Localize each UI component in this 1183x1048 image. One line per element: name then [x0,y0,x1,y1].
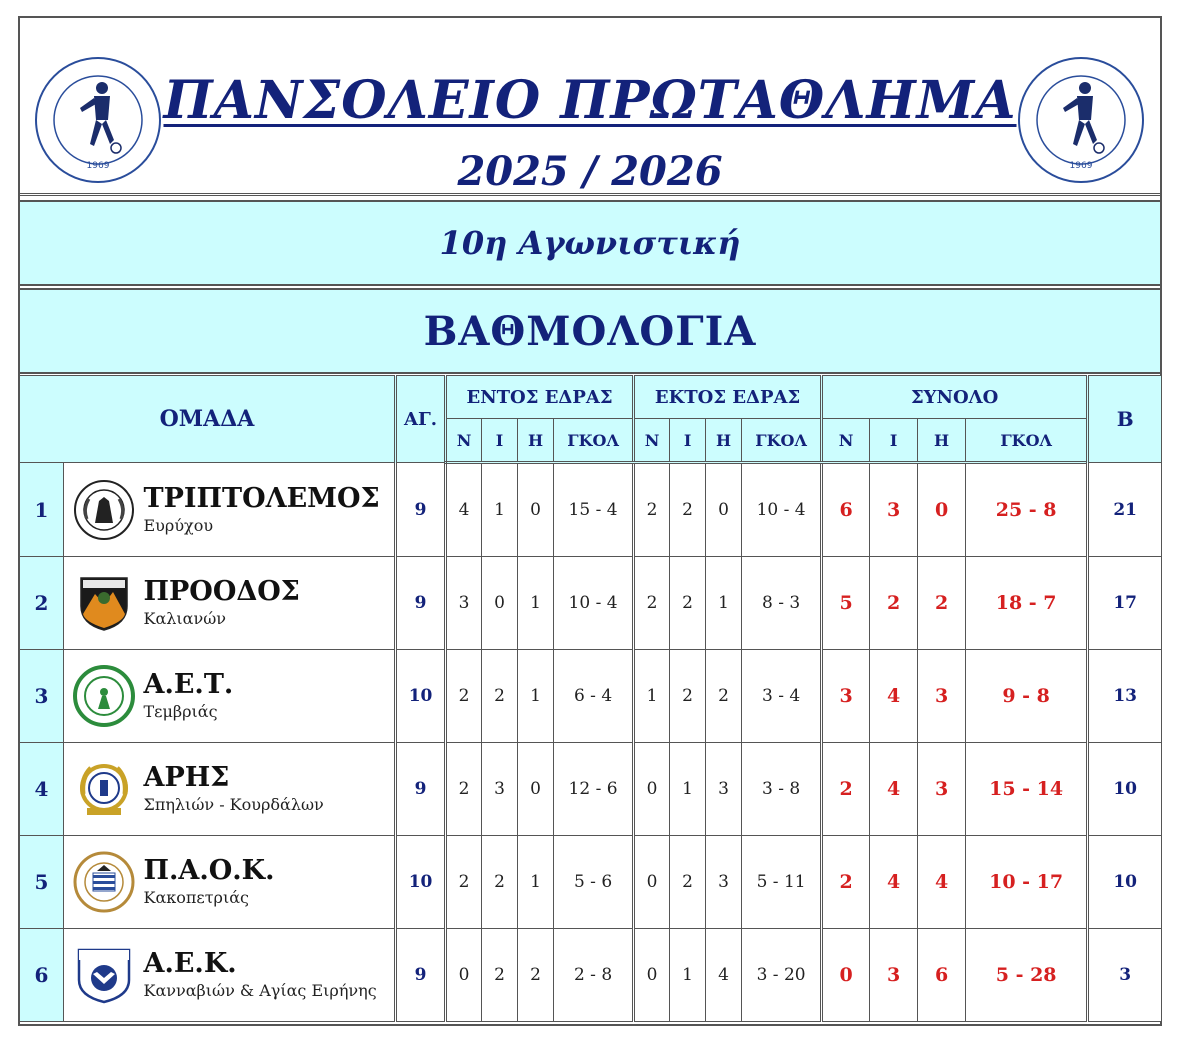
away-stat-cell: 3 - 20 [742,929,822,1022]
home-stat-cell: 4 [446,463,482,557]
header-away-l: Η [706,419,742,463]
season-label: 2025 / 2026 [457,148,723,195]
table-row [20,836,1162,929]
standings-banner [20,288,1160,374]
total-stat-cell: 2 [870,557,918,650]
header-total-goals: ΓΚΟΛ [966,419,1088,463]
team-city: Κακοπετριάς [143,888,249,907]
home-stat-cell: 5 - 6 [554,836,634,929]
header-home-d: Ι [482,419,518,463]
team-cell [144,557,396,650]
total-stat-cell: 2 [918,557,966,650]
away-stat-cell: 2 [670,650,706,743]
total-stat-cell: 5 [822,557,870,650]
table-row [20,463,1162,557]
team-city: Τεμβριάς [143,702,218,721]
header-team: ΟΜΑΔΑ [20,376,396,463]
aek-logo [64,929,144,1022]
away-stat-cell: 1 [670,743,706,836]
table-row [20,743,1162,836]
away-stat-cell: 0 [634,743,670,836]
total-stat-cell: 10 - 17 [966,836,1088,929]
team-cell [144,743,396,836]
home-stat-cell: 12 - 6 [554,743,634,836]
home-stat-cell: 15 - 4 [554,463,634,557]
team-name: ΠΡΟΟΔΟΣ [143,576,300,607]
paok-logo [64,836,144,929]
header-home-w: Ν [446,419,482,463]
away-stat-cell: 2 [670,557,706,650]
position-cell: 2 [20,557,64,650]
games-cell: 9 [396,743,446,836]
header-away-d: Ι [670,419,706,463]
round-banner [20,200,1160,286]
team-name: ΑΡΗΣ [143,762,230,793]
position-cell: 3 [20,650,64,743]
header-points: Β [1088,376,1162,463]
away-stat-cell: 3 [706,743,742,836]
away-stat-cell: 3 - 8 [742,743,822,836]
standings-table [19,375,1162,1022]
position-cell: 1 [20,463,64,557]
total-stat-cell: 2 [822,836,870,929]
away-stat-cell: 0 [634,929,670,1022]
away-stat-cell: 4 [706,929,742,1022]
svg-text:1969: 1969 [1069,161,1093,171]
total-stat-cell: 9 - 8 [966,650,1088,743]
home-stat-cell: 2 [446,650,482,743]
header-away-goals: ΓΚΟΛ [742,419,822,463]
federation-logo-right [1015,54,1147,186]
total-stat-cell: 3 [918,743,966,836]
total-stat-cell: 6 [918,929,966,1022]
total-stat-cell: 3 [870,929,918,1022]
team-cell [144,836,396,929]
away-stat-cell: 1 [670,929,706,1022]
home-stat-cell: 0 [518,463,554,557]
home-stat-cell: 2 - 8 [554,929,634,1022]
away-stat-cell: 5 - 11 [742,836,822,929]
away-stat-cell: 1 [706,557,742,650]
total-stat-cell: 3 [918,650,966,743]
header [20,18,1160,196]
home-stat-cell: 10 - 4 [554,557,634,650]
home-stat-cell: 2 [482,836,518,929]
total-stat-cell: 4 [918,836,966,929]
proodos-logo [64,557,144,650]
points-cell: 10 [1088,743,1162,836]
header-total-w: Ν [822,419,870,463]
svg-text:1969: 1969 [86,161,110,171]
round-label: 10η Αγωνιστική [439,224,741,262]
table-row [20,929,1162,1022]
header-away-w: Ν [634,419,670,463]
home-stat-cell: 2 [446,836,482,929]
header-away: ΕΚΤΟΣ ΕΔΡΑΣ [634,376,822,419]
position-cell: 5 [20,836,64,929]
position-cell: 6 [20,929,64,1022]
points-cell: 21 [1088,463,1162,557]
total-stat-cell: 2 [822,743,870,836]
away-stat-cell: 0 [634,836,670,929]
points-cell: 13 [1088,650,1162,743]
home-stat-cell: 2 [482,929,518,1022]
away-stat-cell: 2 [706,650,742,743]
team-cell [144,650,396,743]
total-stat-cell: 0 [918,463,966,557]
home-stat-cell: 3 [446,557,482,650]
header-total-d: Ι [870,419,918,463]
aris-logo [64,743,144,836]
header-home-goals: ΓΚΟΛ [554,419,634,463]
home-stat-cell: 6 - 4 [554,650,634,743]
team-name: Α.Ε.Κ. [143,948,237,979]
team-name: Α.Ε.Τ. [143,669,234,700]
header-total: ΣΥΝΟΛΟ [822,376,1088,419]
away-stat-cell: 3 [706,836,742,929]
team-name: ΤΡΙΠΤΟΛΕΜΟΣ [143,482,380,514]
total-stat-cell: 6 [822,463,870,557]
points-cell: 3 [1088,929,1162,1022]
team-city: Καλιανών [143,609,226,628]
away-stat-cell: 3 - 4 [742,650,822,743]
total-stat-cell: 4 [870,836,918,929]
header-home: ΕΝΤΟΣ ΕΔΡΑΣ [446,376,634,419]
header-total-l: Η [918,419,966,463]
home-stat-cell: 2 [518,929,554,1022]
home-stat-cell: 2 [482,650,518,743]
home-stat-cell: 1 [482,463,518,557]
total-stat-cell: 3 [822,650,870,743]
home-stat-cell: 1 [518,650,554,743]
position-cell: 4 [20,743,64,836]
total-stat-cell: 25 - 8 [966,463,1088,557]
points-cell: 10 [1088,836,1162,929]
header-home-l: Η [518,419,554,463]
away-stat-cell: 2 [634,463,670,557]
games-cell: 10 [396,836,446,929]
games-cell: 9 [396,463,446,557]
aet-logo [64,650,144,743]
total-stat-cell: 3 [870,463,918,557]
table-row [20,650,1162,743]
total-stat-cell: 4 [870,650,918,743]
games-cell: 9 [396,929,446,1022]
table-row [20,557,1162,650]
home-stat-cell: 0 [482,557,518,650]
home-stat-cell: 0 [518,743,554,836]
standings-title: ΒΑΘΜΟΛΟΓΙΑ [423,307,757,355]
home-stat-cell: 3 [482,743,518,836]
total-stat-cell: 15 - 14 [966,743,1088,836]
page-title: ΠΑΝΣΟΛΕΙΟ ΠΡΩΤΑΘΛΗΜΑ [163,70,1017,131]
away-stat-cell: 1 [634,650,670,743]
total-stat-cell: 5 - 28 [966,929,1088,1022]
team-city: Ευρύχου [143,515,214,535]
away-stat-cell: 2 [634,557,670,650]
team-city: Κανναβιών & Αγίας Ειρήνης [143,981,377,1000]
total-stat-cell: 0 [822,929,870,1022]
away-stat-cell: 2 [670,463,706,557]
total-stat-cell: 18 - 7 [966,557,1088,650]
home-stat-cell: 2 [446,743,482,836]
total-stat-cell: 4 [870,743,918,836]
away-stat-cell: 8 - 3 [742,557,822,650]
games-cell: 9 [396,557,446,650]
team-cell [144,929,396,1022]
team-name: Π.Α.Ο.Κ. [143,855,275,886]
team-city: Σπηλιών - Κουρδάλων [143,795,324,814]
away-stat-cell: 2 [670,836,706,929]
away-stat-cell: 10 - 4 [742,463,822,557]
away-stat-cell: 0 [706,463,742,557]
triptolemos-logo [64,463,144,557]
home-stat-cell: 1 [518,557,554,650]
home-stat-cell: 0 [446,929,482,1022]
team-cell [144,463,396,557]
header-games: ΑΓ. [396,376,446,463]
home-stat-cell: 1 [518,836,554,929]
points-cell: 17 [1088,557,1162,650]
games-cell: 10 [396,650,446,743]
